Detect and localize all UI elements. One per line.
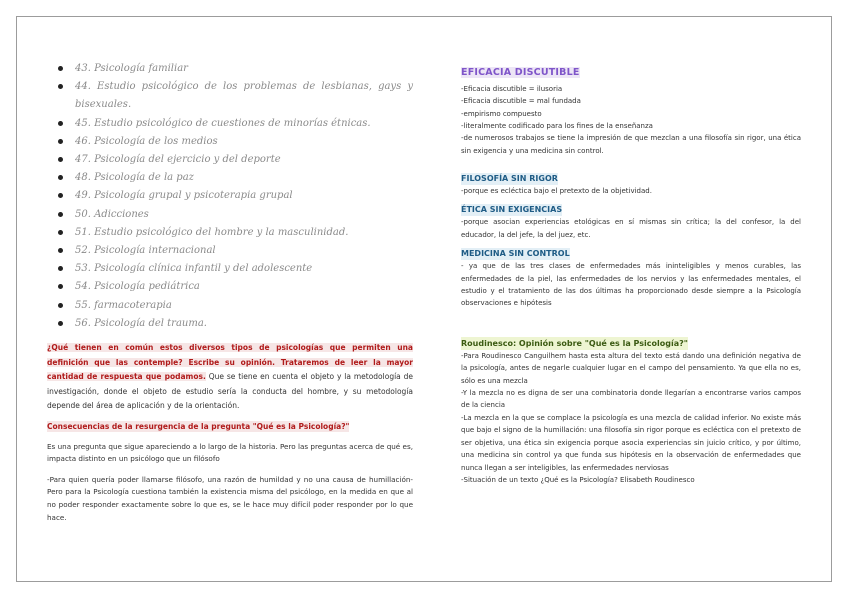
topic-text: 54. Psicología pediátrica xyxy=(75,281,200,293)
roudinesco-paragraph-3: -La mezcla en la que se complace la psicología es una mezcla de calidad inferior. No existe más que bajo el signo de la humillación: una filosofía sin rigor porque es ecléctica con el pretexto de ser objetiva, una ética sin exigencia porque asocia experiencias sin juicio crítico, y por último, una medicina sin control ya que funda sus hipótesis en la observación de enfermedades que nunca llegan a ser inteligibles, las enfermedades nerviosas xyxy=(461,413,801,472)
philosophy-text: -porque es ecléctica bajo el pretexto de la objetividad. xyxy=(461,187,652,195)
topic-text: 56. Psicología del trauma. xyxy=(75,317,207,329)
topic-list-item xyxy=(47,169,413,187)
efficacy-line: -literalmente codificado para los fines de la enseñanza xyxy=(461,121,653,130)
efficacy-heading: EFICACIA DISCUTIBLE xyxy=(461,67,580,78)
consequences-heading: Consecuencias de la resurgencia de la pregunta "Qué es la Psicología?" xyxy=(47,421,350,431)
efficacy-line: -Eficacia discutible = ilusoria xyxy=(461,85,563,93)
roudinesco-source: -Situación de un texto ¿Qué es la Psicología? Elisabeth Roudinesco xyxy=(461,475,695,484)
roudinesco-heading: Roudinesco: Opinión sobre "Qué es la Psicología?" xyxy=(461,338,688,348)
topic-text: 52. Psicología internacional xyxy=(75,245,216,257)
topic-text: 43. Psicología familiar xyxy=(75,63,188,74)
topic-list-item xyxy=(47,278,413,296)
consequences-paragraph-2: -Para quien quería poder llamarse filósofo, una razón de humildad y no una causa de humillación- Pero para la Psicología cuestiona también la existencia misma del psicólogo, en la medida en que al no poder responder exactamente sobre lo que es, se le hace muy difícil poder responder por lo que hace. xyxy=(47,474,413,522)
topic-list xyxy=(47,60,413,333)
topic-list-item xyxy=(47,315,413,333)
roudinesco-paragraph-2: -Y la mezcla no es digna de ser una combinatoria donde llegarían a encontrarse varios campos de la ciencia xyxy=(461,389,801,410)
topic-list-item xyxy=(47,115,413,133)
topic-text: 46. Psicología de los medios xyxy=(75,135,218,147)
topic-list-item xyxy=(47,206,413,224)
bullet-icon xyxy=(58,84,63,89)
answer-text: Que se tiene en cuenta el objeto y la metodología de investigación, donde el objeto de estudio sería la conducta del hombre, y su metodología depende del área de aplicación y de la orientación. xyxy=(47,372,414,411)
bullet-icon xyxy=(58,266,63,271)
topic-list-item xyxy=(47,78,413,114)
topic-list-item xyxy=(47,224,413,242)
bullet-icon xyxy=(58,303,63,308)
medicine-heading: MEDICINA SIN CONTROL xyxy=(461,249,570,259)
topic-text: 51. Estudio psicológico del hombre y la masculinidad. xyxy=(75,226,349,238)
efficacy-line: -Eficacia discutible = mal fundada xyxy=(461,97,581,106)
ethics-heading: ÉTICA SIN EXIGENCIAS xyxy=(461,205,563,215)
bullet-icon xyxy=(58,139,63,144)
topic-list-item xyxy=(47,60,413,78)
topic-list-item xyxy=(47,260,413,278)
question-text: ¿Qué tienen en común estos diversos tipos de psicologías que permiten una definición que las contemple? Escribe su opinión. Trataremos de leer la mayor cantidad de respuesta que podamos. xyxy=(47,343,413,382)
topic-text: 55. farmacoterapia xyxy=(75,299,172,311)
efficacy-paragraph: -de numerosos trabajos se tiene la impresión de que mezclan a una filosofía sin rigor, una ética sin exigencia y una medicina sin control. xyxy=(461,134,801,155)
right-column xyxy=(461,60,801,486)
roudinesco-paragraph-1: -Para Roudinesco Canguilhem hasta esta altura del texto está dando una definición negativa de la psicología, antes de negarle cualquier lugar en el campo del pensamiento. Ya que ella no es, sólo es una mezcla xyxy=(461,351,801,385)
ethics-text: -porque asocian experiencias etológicas en sí mismas sin crítica; la del confesor, la del educador, la del jefe, la del juez, etc. xyxy=(461,218,801,239)
topic-text: 44. Estudio psicológico de los problemas de lesbianas, gays y bisexuales. xyxy=(75,81,413,111)
topic-text: 45. Estudio psicológico de cuestiones de minorías étnicas. xyxy=(75,117,371,129)
topic-text: 48. Psicología de la paz xyxy=(75,172,194,184)
bullet-icon xyxy=(58,175,63,180)
bullet-icon xyxy=(58,212,63,217)
topic-list-item xyxy=(47,151,413,169)
bullet-icon xyxy=(58,66,63,71)
efficacy-list xyxy=(461,83,801,132)
efficacy-line: -empirismo compuesto xyxy=(461,109,542,118)
bullet-icon xyxy=(58,121,63,126)
bullet-icon xyxy=(58,321,63,326)
topic-text: 50. Adicciones xyxy=(75,208,149,220)
question-block xyxy=(47,341,413,414)
bullet-icon xyxy=(58,157,63,162)
topic-list-item xyxy=(47,187,413,205)
bullet-icon xyxy=(58,230,63,235)
topic-list-item xyxy=(47,133,413,151)
topic-text: 49. Psicología grupal y psicoterapia grupal xyxy=(75,190,293,202)
topic-list-item xyxy=(47,297,413,315)
philosophy-heading: FILOSOFÍA SIN RIGOR xyxy=(461,174,558,183)
topic-text: 53. Psicología clínica infantil y del adolescente xyxy=(75,263,313,275)
bullet-icon xyxy=(58,248,63,253)
topic-text: 47. Psicología del ejercicio y del deporte xyxy=(75,154,281,166)
medicine-text: - ya que de las tres clases de enfermedades más ininteligibles y menos curables, las enfermedades de la piel, las enfermedades de los nervios y las enfermedades mentales, el estudio y el tratamiento de las dos últimas ha proporcionado desde siempre a la Psicología observaciones e hipótesis xyxy=(461,262,801,308)
bullet-icon xyxy=(58,193,63,198)
topic-list-item xyxy=(47,242,413,260)
bullet-icon xyxy=(58,284,63,289)
consequences-paragraph-1: Es una pregunta que sigue apareciendo a lo largo de la historia. Pero las preguntas acerca de qué es, impacta distinto en un psicólogo que un filósofo xyxy=(47,441,413,464)
left-column xyxy=(47,60,413,524)
